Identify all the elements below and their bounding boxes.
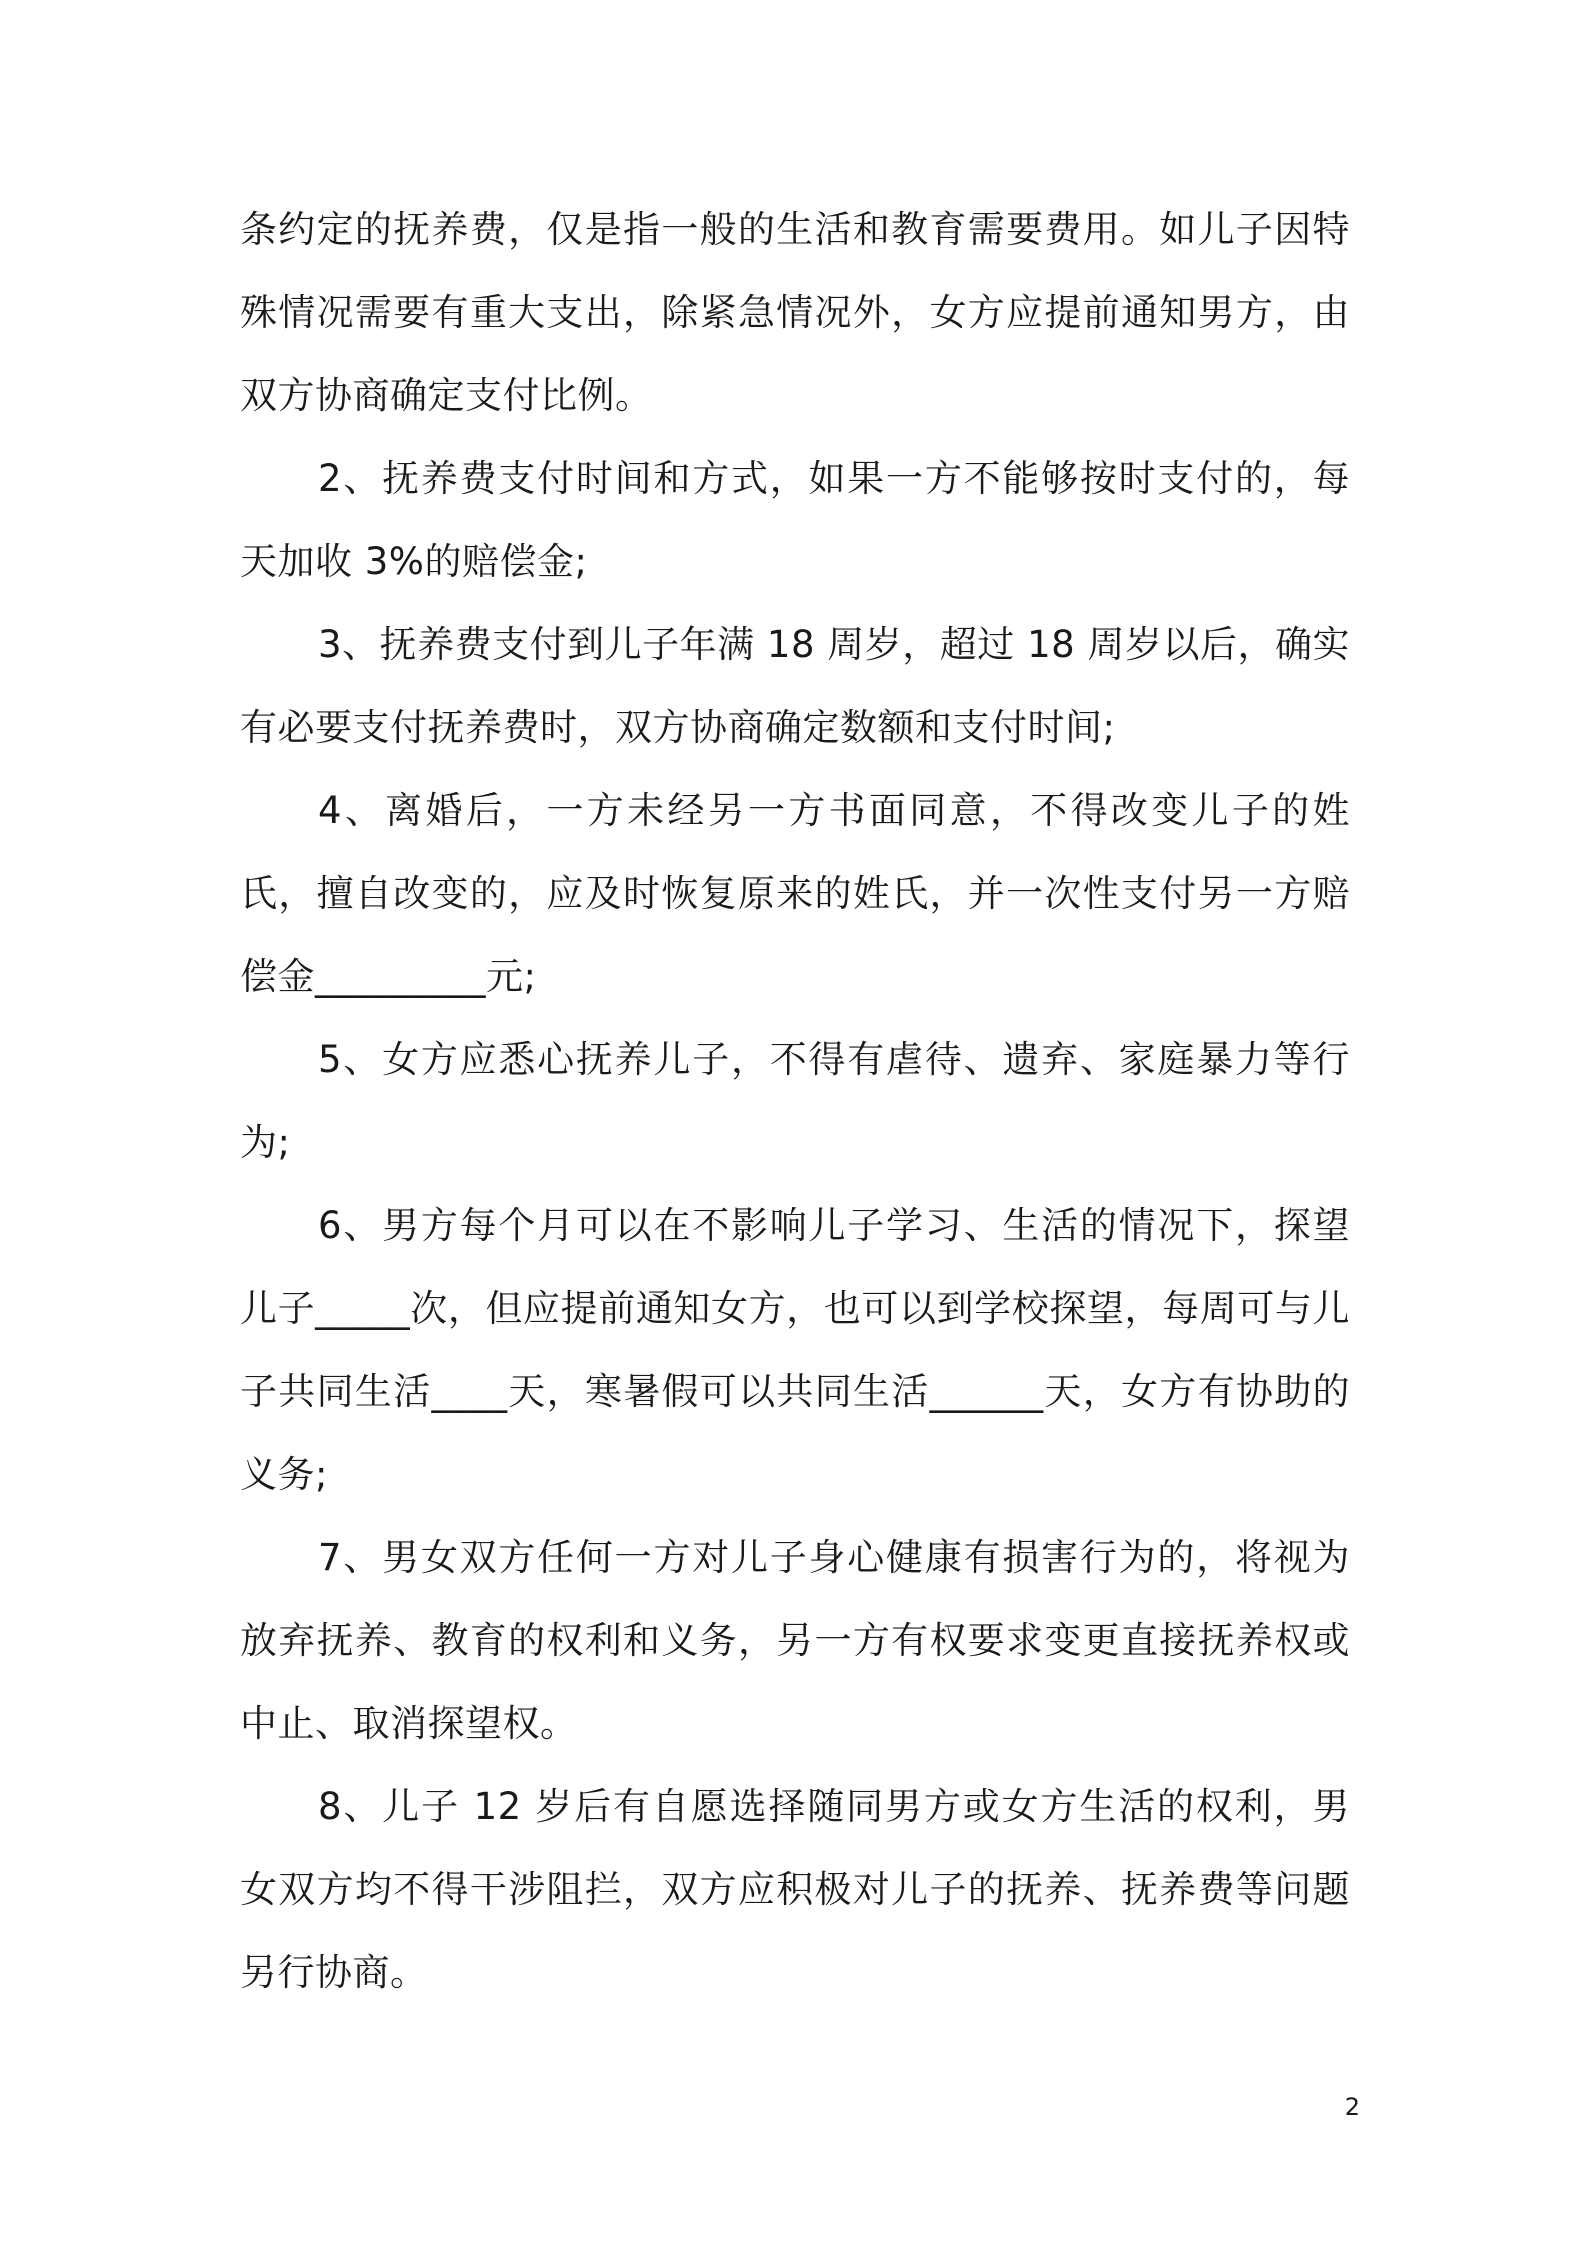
paragraph-clause-3: 3、抚养费支付到儿子年满 18 周岁，超过 18 周岁以后，确实有必要支付抚养费时，双方协商确定数额和支付时间; — [240, 623, 1350, 749]
paragraph-clause-7: 7、男女双方任何一方对儿子身心健康有损害行为的，将视为放弃抚养、教育的权利和义务，另一方有权要求变更直接抚养权或中止、取消探望权。 — [240, 1536, 1350, 1745]
page-number: 2 — [1344, 2093, 1360, 2121]
document-body — [240, 188, 1350, 2014]
paragraph-clause-5: 5、女方应悉心抚养儿子，不得有虐待、遗弃、家庭暴力等行为; — [240, 1038, 1350, 1164]
paragraph-clause-6: 6、男方每个月可以在不影响儿子学习、生活的情况下，探望儿子_____次，但应提前通知女方，也可以到学校探望，每周可与儿子共同生活____天，寒暑假可以共同生活______天，女方有协助的义务; — [240, 1204, 1350, 1496]
paragraph-clause-8: 8、儿子 12 岁后有自愿选择随同男方或女方生活的权利，男女双方均不得干涉阻拦，双方应积极对儿子的抚养、抚养费等问题另行协商。 — [240, 1785, 1350, 1994]
paragraph-clause-4: 4、离婚后，一方未经另一方书面同意，不得改变儿子的姓氏，擅自改变的，应及时恢复原来的姓氏，并一次性支付另一方赔偿金_________元; — [240, 789, 1350, 998]
paragraph-clause-2: 2、抚养费支付时间和方式，如果一方不能够按时支付的，每天加收 3%的赔偿金; — [240, 457, 1350, 583]
paragraph-continuation: 条约定的抚养费，仅是指一般的生活和教育需要费用。如儿子因特殊情况需要有重大支出，除紧急情况外，女方应提前通知男方，由双方协商确定支付比例。 — [240, 208, 1350, 417]
